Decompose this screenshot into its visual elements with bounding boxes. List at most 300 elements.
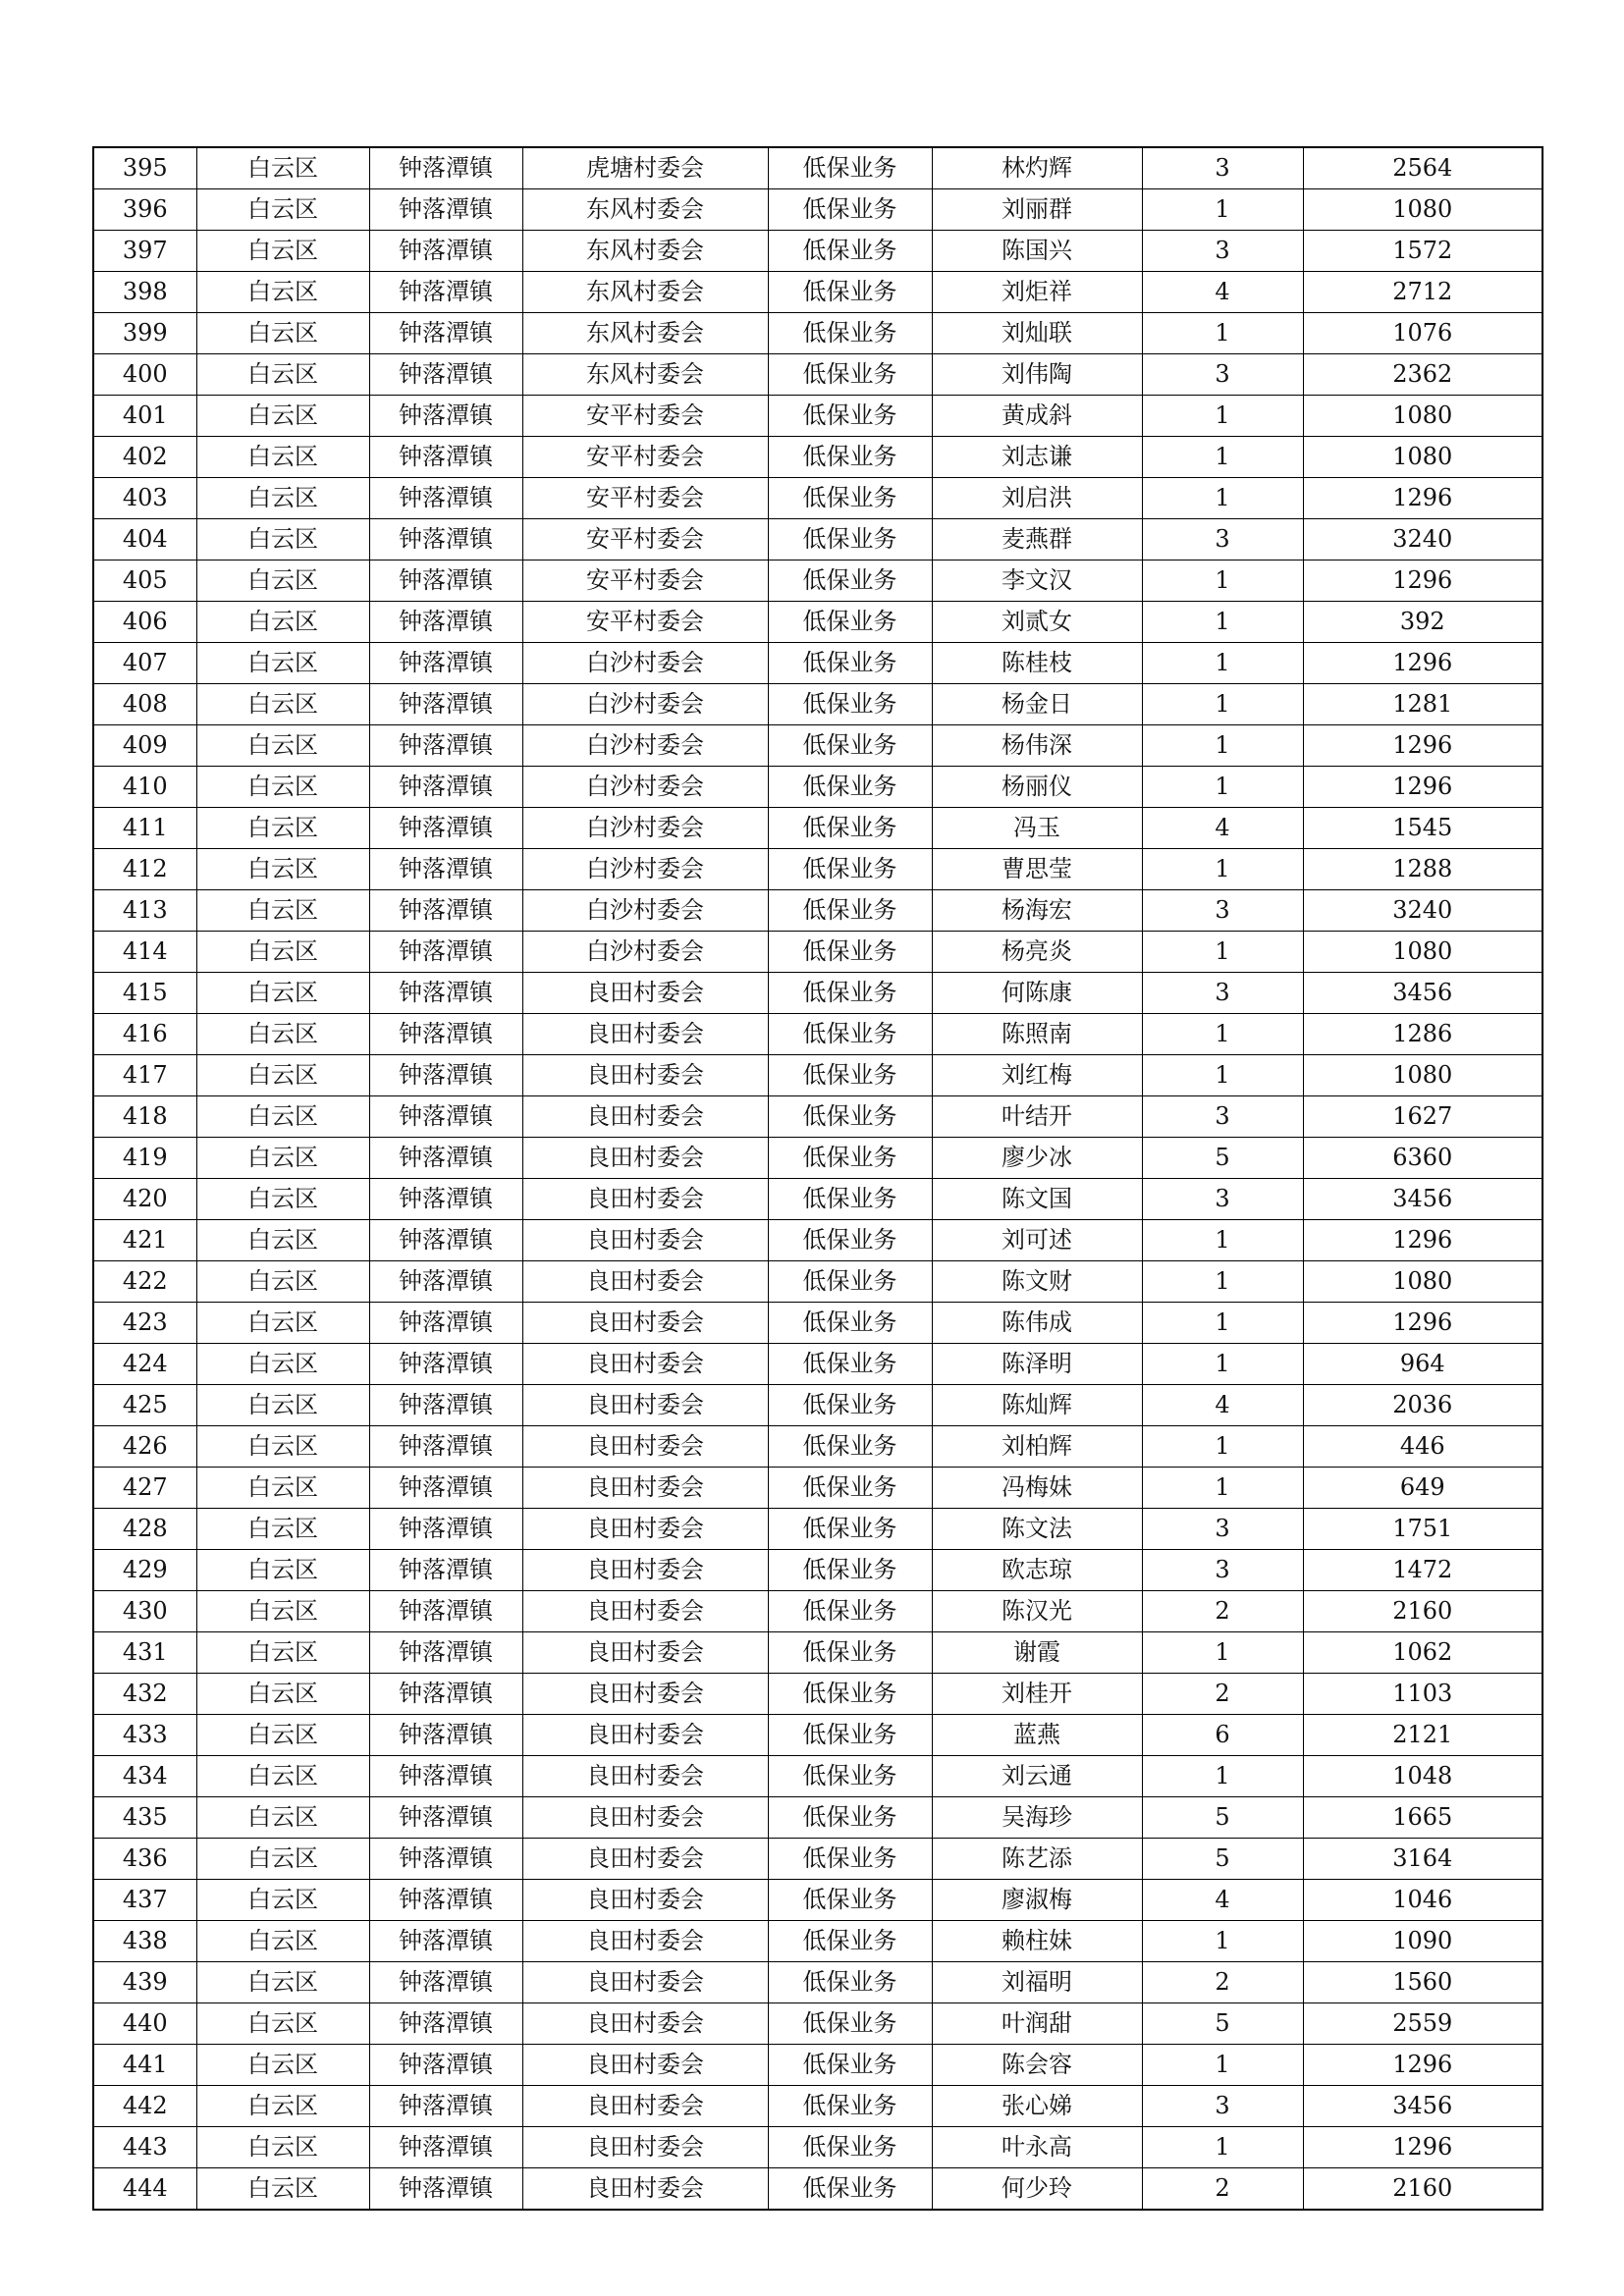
cell-village-committee: 良田村委会 — [522, 1055, 768, 1096]
cell-business-type: 低保业务 — [768, 1096, 932, 1138]
cell-household-size: 1 — [1142, 478, 1303, 519]
cell-amount: 3456 — [1303, 1179, 1543, 1220]
cell-amount: 649 — [1303, 1468, 1543, 1509]
cell-row-number: 409 — [93, 725, 196, 767]
cell-business-type: 低保业务 — [768, 643, 932, 684]
cell-business-type: 低保业务 — [768, 354, 932, 396]
cell-household-size: 1 — [1142, 602, 1303, 643]
cell-recipient-name: 刘可述 — [932, 1220, 1142, 1261]
table-row — [93, 808, 1543, 849]
cell-amount: 1080 — [1303, 189, 1543, 231]
table-row — [93, 1344, 1543, 1385]
cell-district: 白云区 — [196, 1962, 369, 2003]
cell-village-committee: 良田村委会 — [522, 2003, 768, 2045]
cell-town: 钟落潭镇 — [369, 478, 522, 519]
cell-town: 钟落潭镇 — [369, 1797, 522, 1839]
table-row — [93, 1839, 1543, 1880]
cell-amount: 1080 — [1303, 932, 1543, 973]
cell-amount: 1048 — [1303, 1756, 1543, 1797]
cell-village-committee: 良田村委会 — [522, 1179, 768, 1220]
cell-row-number: 426 — [93, 1426, 196, 1468]
cell-district: 白云区 — [196, 684, 369, 725]
cell-district: 白云区 — [196, 1632, 369, 1674]
cell-village-committee: 安平村委会 — [522, 478, 768, 519]
cell-village-committee: 白沙村委会 — [522, 890, 768, 932]
cell-recipient-name: 陈会容 — [932, 2045, 1142, 2086]
cell-row-number: 413 — [93, 890, 196, 932]
cell-household-size: 1 — [1142, 189, 1303, 231]
cell-amount: 2559 — [1303, 2003, 1543, 2045]
cell-recipient-name: 刘云通 — [932, 1756, 1142, 1797]
cell-town: 钟落潭镇 — [369, 1962, 522, 2003]
cell-household-size: 3 — [1142, 973, 1303, 1014]
cell-town: 钟落潭镇 — [369, 643, 522, 684]
cell-row-number: 399 — [93, 313, 196, 354]
cell-row-number: 436 — [93, 1839, 196, 1880]
cell-row-number: 441 — [93, 2045, 196, 2086]
cell-town: 钟落潭镇 — [369, 1880, 522, 1921]
cell-district: 白云区 — [196, 1468, 369, 1509]
cell-town: 钟落潭镇 — [369, 602, 522, 643]
cell-amount: 1665 — [1303, 1797, 1543, 1839]
cell-recipient-name: 陈桂枝 — [932, 643, 1142, 684]
cell-district: 白云区 — [196, 1014, 369, 1055]
cell-village-committee: 安平村委会 — [522, 602, 768, 643]
cell-village-committee: 良田村委会 — [522, 1220, 768, 1261]
table-row — [93, 313, 1543, 354]
cell-district: 白云区 — [196, 2086, 369, 2127]
cell-town: 钟落潭镇 — [369, 1096, 522, 1138]
cell-row-number: 407 — [93, 643, 196, 684]
cell-row-number: 435 — [93, 1797, 196, 1839]
cell-business-type: 低保业务 — [768, 890, 932, 932]
cell-amount: 1080 — [1303, 1261, 1543, 1303]
cell-business-type: 低保业务 — [768, 189, 932, 231]
cell-recipient-name: 杨丽仪 — [932, 767, 1142, 808]
cell-amount: 1296 — [1303, 725, 1543, 767]
cell-household-size: 1 — [1142, 1344, 1303, 1385]
cell-district: 白云区 — [196, 396, 369, 437]
cell-town: 钟落潭镇 — [369, 231, 522, 272]
cell-town: 钟落潭镇 — [369, 2003, 522, 2045]
cell-town: 钟落潭镇 — [369, 684, 522, 725]
cell-household-size: 3 — [1142, 2086, 1303, 2127]
cell-district: 白云区 — [196, 1303, 369, 1344]
cell-town: 钟落潭镇 — [369, 1509, 522, 1550]
cell-district: 白云区 — [196, 1220, 369, 1261]
cell-amount: 964 — [1303, 1344, 1543, 1385]
cell-recipient-name: 刘灿联 — [932, 313, 1142, 354]
cell-recipient-name: 刘启洪 — [932, 478, 1142, 519]
cell-town: 钟落潭镇 — [369, 1426, 522, 1468]
cell-household-size: 4 — [1142, 1385, 1303, 1426]
cell-business-type: 低保业务 — [768, 2127, 932, 2168]
cell-business-type: 低保业务 — [768, 478, 932, 519]
cell-town: 钟落潭镇 — [369, 1385, 522, 1426]
cell-district: 白云区 — [196, 1096, 369, 1138]
cell-recipient-name: 陈文法 — [932, 1509, 1142, 1550]
cell-household-size: 6 — [1142, 1715, 1303, 1756]
table-row — [93, 2168, 1543, 2211]
cell-district: 白云区 — [196, 561, 369, 602]
cell-household-size: 5 — [1142, 2003, 1303, 2045]
cell-district: 白云区 — [196, 932, 369, 973]
cell-row-number: 421 — [93, 1220, 196, 1261]
cell-village-committee: 良田村委会 — [522, 1014, 768, 1055]
cell-village-committee: 良田村委会 — [522, 1509, 768, 1550]
cell-district: 白云区 — [196, 313, 369, 354]
cell-town: 钟落潭镇 — [369, 147, 522, 189]
cell-recipient-name: 刘伟陶 — [932, 354, 1142, 396]
cell-recipient-name: 吴海珍 — [932, 1797, 1142, 1839]
cell-village-committee: 良田村委会 — [522, 1096, 768, 1138]
cell-village-committee: 良田村委会 — [522, 1880, 768, 1921]
table-row — [93, 2086, 1543, 2127]
table-row — [93, 849, 1543, 890]
cell-business-type: 低保业务 — [768, 2003, 932, 2045]
cell-row-number: 423 — [93, 1303, 196, 1344]
table-row — [93, 272, 1543, 313]
table-row — [93, 147, 1543, 189]
cell-district: 白云区 — [196, 1550, 369, 1591]
cell-village-committee: 白沙村委会 — [522, 767, 768, 808]
table-row — [93, 189, 1543, 231]
cell-village-committee: 安平村委会 — [522, 437, 768, 478]
cell-business-type: 低保业务 — [768, 1921, 932, 1962]
cell-row-number: 422 — [93, 1261, 196, 1303]
cell-village-committee: 白沙村委会 — [522, 684, 768, 725]
cell-district: 白云区 — [196, 1715, 369, 1756]
cell-household-size: 4 — [1142, 808, 1303, 849]
cell-amount: 1090 — [1303, 1921, 1543, 1962]
cell-amount: 1472 — [1303, 1550, 1543, 1591]
cell-amount: 1080 — [1303, 437, 1543, 478]
cell-business-type: 低保业务 — [768, 973, 932, 1014]
cell-business-type: 低保业务 — [768, 1138, 932, 1179]
cell-village-committee: 白沙村委会 — [522, 932, 768, 973]
cell-business-type: 低保业务 — [768, 272, 932, 313]
cell-village-committee: 良田村委会 — [522, 1839, 768, 1880]
cell-town: 钟落潭镇 — [369, 2168, 522, 2211]
table-row — [93, 1632, 1543, 1674]
cell-row-number: 440 — [93, 2003, 196, 2045]
cell-amount: 1560 — [1303, 1962, 1543, 2003]
cell-town: 钟落潭镇 — [369, 1715, 522, 1756]
cell-district: 白云区 — [196, 519, 369, 561]
cell-household-size: 1 — [1142, 313, 1303, 354]
cell-amount: 1627 — [1303, 1096, 1543, 1138]
cell-row-number: 419 — [93, 1138, 196, 1179]
cell-recipient-name: 李文汉 — [932, 561, 1142, 602]
table-row — [93, 725, 1543, 767]
cell-household-size: 1 — [1142, 1014, 1303, 1055]
cell-recipient-name: 廖少冰 — [932, 1138, 1142, 1179]
cell-household-size: 3 — [1142, 231, 1303, 272]
cell-household-size: 3 — [1142, 519, 1303, 561]
cell-town: 钟落潭镇 — [369, 1014, 522, 1055]
table-row — [93, 1756, 1543, 1797]
cell-amount: 1288 — [1303, 849, 1543, 890]
cell-business-type: 低保业务 — [768, 932, 932, 973]
cell-household-size: 5 — [1142, 1839, 1303, 1880]
cell-recipient-name: 刘炬祥 — [932, 272, 1142, 313]
cell-district: 白云区 — [196, 725, 369, 767]
cell-district: 白云区 — [196, 272, 369, 313]
cell-village-committee: 虎塘村委会 — [522, 147, 768, 189]
cell-business-type: 低保业务 — [768, 1880, 932, 1921]
table-row — [93, 932, 1543, 973]
table-row — [93, 602, 1543, 643]
table-row — [93, 684, 1543, 725]
cell-village-committee: 东风村委会 — [522, 313, 768, 354]
cell-business-type: 低保业务 — [768, 1468, 932, 1509]
table-row — [93, 561, 1543, 602]
cell-recipient-name: 何陈康 — [932, 973, 1142, 1014]
cell-business-type: 低保业务 — [768, 396, 932, 437]
cell-district: 白云区 — [196, 1921, 369, 1962]
table-row — [93, 1303, 1543, 1344]
cell-household-size: 1 — [1142, 643, 1303, 684]
cell-district: 白云区 — [196, 1385, 369, 1426]
cell-business-type: 低保业务 — [768, 1014, 932, 1055]
cell-village-committee: 良田村委会 — [522, 1426, 768, 1468]
cell-household-size: 1 — [1142, 849, 1303, 890]
cell-business-type: 低保业务 — [768, 1550, 932, 1591]
cell-row-number: 396 — [93, 189, 196, 231]
cell-business-type: 低保业务 — [768, 1055, 932, 1096]
cell-business-type: 低保业务 — [768, 519, 932, 561]
cell-amount: 1296 — [1303, 561, 1543, 602]
cell-row-number: 415 — [93, 973, 196, 1014]
cell-amount: 2121 — [1303, 1715, 1543, 1756]
cell-amount: 446 — [1303, 1426, 1543, 1468]
cell-household-size: 1 — [1142, 684, 1303, 725]
cell-village-committee: 良田村委会 — [522, 1632, 768, 1674]
cell-town: 钟落潭镇 — [369, 1468, 522, 1509]
cell-village-committee: 良田村委会 — [522, 1344, 768, 1385]
cell-amount: 1296 — [1303, 767, 1543, 808]
cell-row-number: 437 — [93, 1880, 196, 1921]
cell-district: 白云区 — [196, 1674, 369, 1715]
table-row — [93, 478, 1543, 519]
cell-amount: 1296 — [1303, 1303, 1543, 1344]
cell-village-committee: 安平村委会 — [522, 561, 768, 602]
cell-amount: 1076 — [1303, 313, 1543, 354]
cell-village-committee: 良田村委会 — [522, 1715, 768, 1756]
cell-row-number: 442 — [93, 2086, 196, 2127]
cell-row-number: 427 — [93, 1468, 196, 1509]
cell-business-type: 低保业务 — [768, 561, 932, 602]
cell-amount: 2036 — [1303, 1385, 1543, 1426]
cell-village-committee: 白沙村委会 — [522, 643, 768, 684]
cell-town: 钟落潭镇 — [369, 189, 522, 231]
cell-row-number: 429 — [93, 1550, 196, 1591]
cell-town: 钟落潭镇 — [369, 2045, 522, 2086]
cell-household-size: 2 — [1142, 2168, 1303, 2211]
cell-business-type: 低保业务 — [768, 1385, 932, 1426]
cell-recipient-name: 谢霞 — [932, 1632, 1142, 1674]
cell-business-type: 低保业务 — [768, 147, 932, 189]
cell-household-size: 1 — [1142, 1303, 1303, 1344]
cell-amount: 1046 — [1303, 1880, 1543, 1921]
cell-town: 钟落潭镇 — [369, 437, 522, 478]
cell-village-committee: 良田村委会 — [522, 1756, 768, 1797]
cell-district: 白云区 — [196, 2168, 369, 2211]
cell-amount: 6360 — [1303, 1138, 1543, 1179]
table-row — [93, 1385, 1543, 1426]
cell-town: 钟落潭镇 — [369, 1674, 522, 1715]
cell-recipient-name: 冯玉 — [932, 808, 1142, 849]
cell-district: 白云区 — [196, 354, 369, 396]
cell-household-size: 1 — [1142, 1220, 1303, 1261]
cell-district: 白云区 — [196, 2003, 369, 2045]
cell-town: 钟落潭镇 — [369, 313, 522, 354]
cell-village-committee: 白沙村委会 — [522, 725, 768, 767]
cell-household-size: 5 — [1142, 1797, 1303, 1839]
cell-district: 白云区 — [196, 1509, 369, 1550]
cell-town: 钟落潭镇 — [369, 1220, 522, 1261]
cell-household-size: 1 — [1142, 1921, 1303, 1962]
cell-household-size: 3 — [1142, 1550, 1303, 1591]
cell-recipient-name: 张心娣 — [932, 2086, 1142, 2127]
cell-row-number: 431 — [93, 1632, 196, 1674]
cell-amount: 3456 — [1303, 2086, 1543, 2127]
cell-amount: 1281 — [1303, 684, 1543, 725]
table-row — [93, 1055, 1543, 1096]
cell-household-size: 1 — [1142, 1055, 1303, 1096]
cell-town: 钟落潭镇 — [369, 1839, 522, 1880]
table-row — [93, 1962, 1543, 2003]
cell-household-size: 3 — [1142, 147, 1303, 189]
cell-amount: 1062 — [1303, 1632, 1543, 1674]
cell-village-committee: 良田村委会 — [522, 1591, 768, 1632]
cell-row-number: 401 — [93, 396, 196, 437]
cell-business-type: 低保业务 — [768, 602, 932, 643]
cell-town: 钟落潭镇 — [369, 849, 522, 890]
cell-row-number: 424 — [93, 1344, 196, 1385]
cell-household-size: 1 — [1142, 932, 1303, 973]
cell-district: 白云区 — [196, 602, 369, 643]
table-row — [93, 1674, 1543, 1715]
table-row — [93, 890, 1543, 932]
cell-row-number: 420 — [93, 1179, 196, 1220]
cell-town: 钟落潭镇 — [369, 2086, 522, 2127]
cell-business-type: 低保业务 — [768, 2045, 932, 2086]
cell-business-type: 低保业务 — [768, 1591, 932, 1632]
cell-recipient-name: 杨伟深 — [932, 725, 1142, 767]
cell-row-number: 405 — [93, 561, 196, 602]
cell-business-type: 低保业务 — [768, 1715, 932, 1756]
records-table-body — [93, 147, 1543, 2210]
cell-village-committee: 东风村委会 — [522, 231, 768, 272]
cell-town: 钟落潭镇 — [369, 2127, 522, 2168]
cell-amount: 1296 — [1303, 2127, 1543, 2168]
cell-town: 钟落潭镇 — [369, 1550, 522, 1591]
cell-district: 白云区 — [196, 231, 369, 272]
cell-recipient-name: 黄成斜 — [932, 396, 1142, 437]
cell-row-number: 417 — [93, 1055, 196, 1096]
cell-amount: 1545 — [1303, 808, 1543, 849]
cell-business-type: 低保业务 — [768, 684, 932, 725]
cell-recipient-name: 刘桂开 — [932, 1674, 1142, 1715]
cell-row-number: 410 — [93, 767, 196, 808]
cell-town: 钟落潭镇 — [369, 561, 522, 602]
cell-business-type: 低保业务 — [768, 437, 932, 478]
cell-recipient-name: 冯梅妹 — [932, 1468, 1142, 1509]
cell-household-size: 4 — [1142, 1880, 1303, 1921]
cell-amount: 1296 — [1303, 643, 1543, 684]
cell-amount: 1296 — [1303, 2045, 1543, 2086]
cell-row-number: 404 — [93, 519, 196, 561]
cell-recipient-name: 麦燕群 — [932, 519, 1142, 561]
cell-household-size: 1 — [1142, 1468, 1303, 1509]
table-row — [93, 643, 1543, 684]
cell-amount: 1751 — [1303, 1509, 1543, 1550]
cell-row-number: 444 — [93, 2168, 196, 2211]
table-row — [93, 1096, 1543, 1138]
cell-row-number: 411 — [93, 808, 196, 849]
cell-household-size: 3 — [1142, 1509, 1303, 1550]
cell-amount: 2564 — [1303, 147, 1543, 189]
cell-district: 白云区 — [196, 1426, 369, 1468]
cell-business-type: 低保业务 — [768, 1756, 932, 1797]
cell-amount: 2160 — [1303, 2168, 1543, 2211]
cell-row-number: 434 — [93, 1756, 196, 1797]
cell-amount: 3456 — [1303, 973, 1543, 1014]
cell-row-number: 395 — [93, 147, 196, 189]
cell-village-committee: 白沙村委会 — [522, 808, 768, 849]
cell-household-size: 1 — [1142, 437, 1303, 478]
cell-business-type: 低保业务 — [768, 231, 932, 272]
cell-village-committee: 东风村委会 — [522, 189, 768, 231]
cell-recipient-name: 刘丽群 — [932, 189, 1142, 231]
cell-town: 钟落潭镇 — [369, 1303, 522, 1344]
table-row — [93, 1426, 1543, 1468]
cell-recipient-name: 叶永高 — [932, 2127, 1142, 2168]
cell-town: 钟落潭镇 — [369, 973, 522, 1014]
cell-recipient-name: 何少玲 — [932, 2168, 1142, 2211]
cell-recipient-name: 杨海宏 — [932, 890, 1142, 932]
cell-amount: 392 — [1303, 602, 1543, 643]
cell-town: 钟落潭镇 — [369, 1632, 522, 1674]
cell-business-type: 低保业务 — [768, 1797, 932, 1839]
cell-row-number: 416 — [93, 1014, 196, 1055]
cell-business-type: 低保业务 — [768, 2168, 932, 2211]
cell-business-type: 低保业务 — [768, 1632, 932, 1674]
cell-recipient-name: 刘志谦 — [932, 437, 1142, 478]
cell-recipient-name: 叶结开 — [932, 1096, 1142, 1138]
cell-town: 钟落潭镇 — [369, 890, 522, 932]
cell-household-size: 1 — [1142, 767, 1303, 808]
cell-town: 钟落潭镇 — [369, 725, 522, 767]
cell-district: 白云区 — [196, 1880, 369, 1921]
cell-business-type: 低保业务 — [768, 1674, 932, 1715]
cell-recipient-name: 杨亮炎 — [932, 932, 1142, 973]
cell-row-number: 408 — [93, 684, 196, 725]
cell-district: 白云区 — [196, 189, 369, 231]
cell-business-type: 低保业务 — [768, 1220, 932, 1261]
cell-amount: 2712 — [1303, 272, 1543, 313]
cell-business-type: 低保业务 — [768, 1261, 932, 1303]
table-row — [93, 354, 1543, 396]
cell-household-size: 3 — [1142, 354, 1303, 396]
cell-town: 钟落潭镇 — [369, 767, 522, 808]
table-row — [93, 231, 1543, 272]
cell-recipient-name: 刘贰女 — [932, 602, 1142, 643]
table-row — [93, 973, 1543, 1014]
cell-business-type: 低保业务 — [768, 1426, 932, 1468]
cell-village-committee: 良田村委会 — [522, 2045, 768, 2086]
